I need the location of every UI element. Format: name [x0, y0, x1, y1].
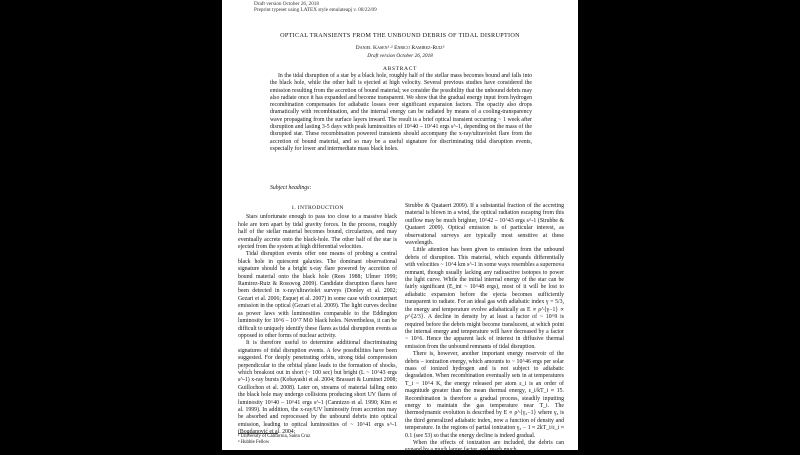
section-heading-introduction: 1. INTRODUCTION	[291, 205, 344, 211]
footnote-1: ¹ University of California, Santa Cruz	[238, 434, 311, 439]
preprint-header	[254, 1, 377, 13]
header-preprint-style: Preprint typeset using LATEX style emulateapj v. 08/22/09	[254, 7, 377, 14]
right-column	[405, 203, 564, 455]
abstract-heading: ABSTRACT	[382, 66, 418, 72]
right-paragraph: Strubbe & Quataert 2009). If a substantial fraction of the accreting material is blown in a wind, the optical radiation escaping from this outflow may be much brighter, 10^42 – 10^43 ergs s^-1 (Strubbe & Quataert 2009). Optical emission is of particular interest, as observational surveys are typically most sensitive at these wavelength.	[405, 203, 564, 247]
left-column	[238, 205, 397, 437]
header-draft-version: Draft version October 26, 2018	[254, 1, 319, 7]
draft-date: Draft version October 26, 2018	[367, 53, 433, 59]
right-paragraph: There is, however, another important energy reservoir of the debris – ionization energy, which amounts to ~ 10^46 ergs per solar mass of ionized hydrogen and is not subject to adiabatic degradation. When recombination eventually sets in at temperatures T_i ~ 10^4 K, the energy released per atom ε_i is an order of magnitude greater than the mean thermal energy, ε_i/kT_i ≈ 15. Recombination is therefore a gradual process, steadily inputting energy to maintain the gas temperature near T_i. The thermodynamic evolution is described by E ∝ ρ^{γ₃−1} where γ₃ is the third generalized adiabatic index, now a function of density and temperature. In the regions of partial ionization γ₃ − 1 ≈ 2kT_i/ε_i ≈ 0.1 (see 53) so that the energy decline is indeed gradual.	[405, 351, 564, 439]
abstract-body	[270, 73, 532, 153]
paper-authors: Daniel Kasen¹·² Enrico Ramirez-Ruiz²	[355, 45, 445, 51]
left-paragraph: Tidal disruption events offer one means of probing a central black hole in quiescent galaxies. The dominant observational signature should be a bright x-ray flare powered by accretion of bound material onto the black hole (Rees 1988; Ulmer 1999; Ramirez-Ruiz & Rosswog 2009). Candidate disruption flares have been detected in x-ray/ultraviolet surveys (Donley et al. 2002; Gezari et al. 2006; Esquej et al. 2007) in some case with counterpart emission in the optical (Gezari et al. 2009). The light curves decline as power laws with luminosities comparable to the Eddington luminosity for 10^6 – 10^7 M⊙ black holes. Nevertheless, it can be difficult to uniquely identify these flares as tidal disruption events as opposed to other forms of nuclear activity.	[238, 251, 397, 339]
footnote-2: ² Hubble Fellow	[238, 440, 270, 445]
paper-title: OPTICAL TRANSIENTS FROM THE UNBOUND DEBRIS OF TIDAL DISRUPTION	[280, 32, 520, 39]
subject-headings: Subject headings:	[270, 185, 312, 191]
right-paragraph: Little attention has been given to emission from the unbound debris of disruption. This material, which expands differentially with velocities ~ 10^4 km s^-1 in some ways resembles a supernova remnant, though usually lacking any radioactive isotopes to power the light curve. While the initial internal energy of the star can be fairly significant (E_int ~ 10^48 ergs), most of it will be lost to adiabatic expansion before the ejecta becomes sufficiently transparent to radiate. For an ideal gas with adiabatic index γ = 5/3, the energy and temperature evolve adiabatically as E ∝ ρ^{γ−1} ∝ ρ^{2/3}. A decline in density by at least a factor of ~ 10^9 is required before the debris might become translucent, at which point the internal energy and temperature will have decreased by a factor ~ 10^6. Hence the apparent lack of interest in diffusive thermal emission from the unbound remnants of tidal disruption.	[405, 247, 564, 350]
right-paragraph: When the effects of ionization are included, the debris can expand by a much larger factor, and reach much	[405, 440, 564, 454]
paper-page	[222, 0, 578, 454]
left-paragraph: Stars unfortunate enough to pass too close to a massive black hole are torn apart by tidal gravity forces. In the process, roughly half of the stellar material becomes bound, circularizes, and may eventually accrete onto the black-hole. The other half of the star is ejected from the system at high differential velocities.	[238, 214, 397, 251]
left-paragraph: It is therefore useful to determine additional discriminating signatures of tidal disruption events. A few possibilities have been suggested. For deeply penetrating orbits, strong tidal compression perpendicular to the orbital plane leads to the formation of shocks, which breakout out in short (~ 100 sec) but bright (L ~ 10^43 ergs s^-1) x-ray bursts (Kobayashi et al. 2004; Brassart & Luminet 2008; Guillochon et al. 2008). Later on, streams of material falling onto the black hole may undergo collisions producing short UV flares of luminosity 10^40 – 10^41 ergs s^-1 (Cannizzo et al. 1990; Kim et al. 1999). In addition, the x-ray/UV luminosity from accretion may be absorbed and reprocessed by the unbound debris into optical emission, leading to optical luminosities of ~ 10^41 ergs s^-1 (Bogdanović et al. 2004;	[238, 340, 397, 436]
abstract-text: In the tidal disruption of a star by a black hole, roughly half of the stellar mass becomes bound and falls into the black hole, while the other half is ejected at high velocity. Several previous studies have considered the emission resulting from the accretion of bound material; we consider the possibility that the unbound debris may also radiate once it has expanded and become transparent. We show that the gradual energy input from hydrogen recombination compensates for adiabatic losses over significant expansion factors. The opacity also drops dramatically with recombination, and the internal energy can be radiated by means of a cooling-transparency wave propagating from the surface layers inward. The result is a brief optical transient occurring ~ 1 week after disruption and lasting 3-5 days with peak luminosities of 10^40 – 10^41 ergs s^-1, depending on the mass of the disrupted star. These recombination powered transients should accompany the x-ray/ultraviolet flare from the accretion of bound material, and so may be a useful signature for discriminating tidal disruption events, especially for lower and intermediate mass black holes.	[270, 73, 532, 152]
